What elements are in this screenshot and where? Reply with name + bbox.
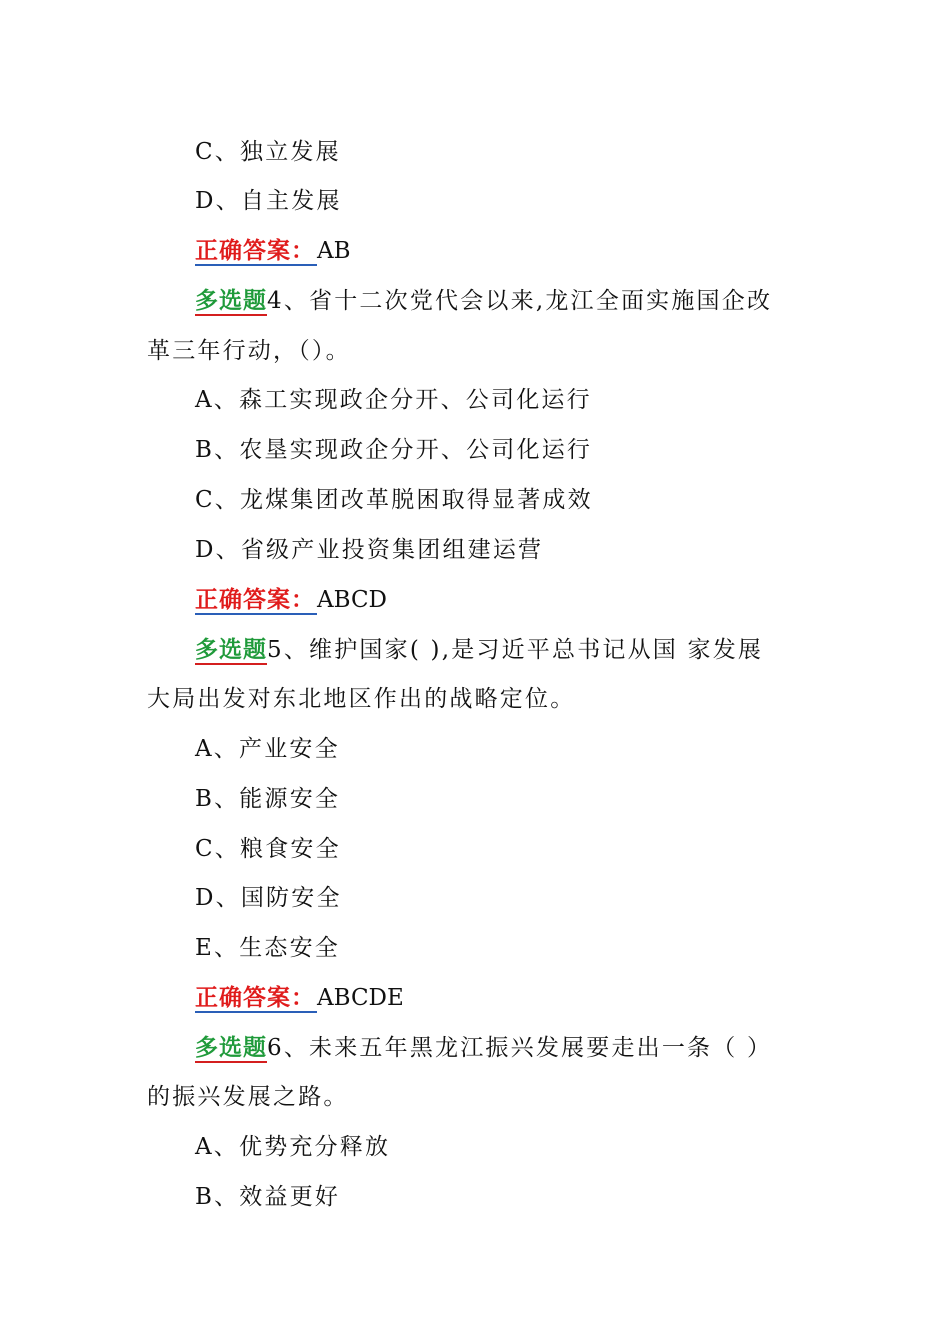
option-d-q5: D、国防安全 [195,885,342,911]
question-5-line2: 大局出发对东北地区作出的战略定位。 [147,686,576,712]
answer-label: 正确答案： [195,583,317,617]
option-d-q4: D、省级产业投资集团组建运营 [195,537,544,563]
question-type-label: 多选题 [195,1031,267,1065]
question-4-line2: 革三年行动，（）。 [147,338,351,364]
option-b-q4: B、农垦实现政企分开、公司化运行 [195,437,593,463]
option-e-q5: E、生态安全 [195,935,340,961]
question-5-text: 5、维护国家( ),是习近平总书记从国 家发展 [267,637,764,663]
question-4-line1 [195,284,772,318]
answer-value: AB [317,238,351,264]
option-a-q5: A、产业安全 [195,736,340,762]
question-4-text: 4、省十二次党代会以来,龙江全面实施国企改 [267,288,773,314]
option-c-q4: C、龙煤集团改革脱困取得显著成效 [195,487,593,513]
answer-line-q5 [195,981,404,1015]
answer-label: 正确答案： [195,234,317,268]
option-b-q5: B、能源安全 [195,786,341,812]
question-6-line1 [195,1031,772,1065]
option-a-q4: A、森工实现政企分开、公司化运行 [195,387,592,413]
question-6-line2: 的振兴发展之路。 [147,1084,349,1110]
answer-value: ABCDE [317,985,404,1011]
question-type-label: 多选题 [195,284,267,318]
answer-line-q3 [195,234,351,268]
option-d-q3: D、自主发展 [195,188,342,214]
option-c-q3: C、独立发展 [195,139,341,165]
option-c-q5: C、粮食安全 [195,836,341,862]
question-5-line1 [195,633,763,667]
answer-value: ABCD [317,587,387,613]
answer-label: 正确答案： [195,981,317,1015]
option-b-q6: B、效益更好 [195,1184,341,1210]
option-a-q6: A、优势充分释放 [195,1134,391,1160]
question-6-text: 6、未来五年黑龙江振兴发展要走出一条（ ） [267,1035,773,1061]
answer-line-q4 [195,583,387,617]
question-type-label: 多选题 [195,633,267,667]
